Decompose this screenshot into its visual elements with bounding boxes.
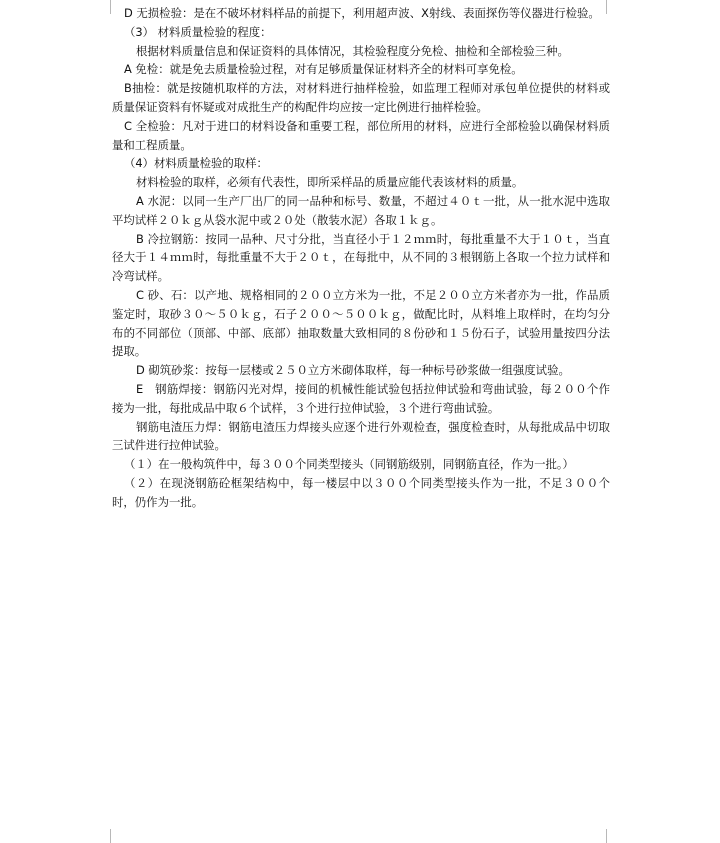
paragraph-cement: A 水泥：以同一生产厂出厂的同一品种和标号、数量，不超过４０ｔ一批，从一批水泥中选取平均试样２０ｋｇ从袋水泥中或２０处（散装水泥）各取１ｋｇ。: [112, 193, 610, 227]
paragraph-sampling-inspection: B抽检：就是按随机取样的方法，对材料进行抽样检验，如监理工程师对承包单位提供的材料或质量保证资料有怀疑或对成批生产的构配件均应按一定比例进行抽样检验。: [112, 81, 610, 114]
page-corner-mark-top-left: [96, 0, 111, 14]
paragraph-nondestructive-test: D 无损检验：是在不破坏材料样品的前提下，利用超声波、X射线、表面探伤等仪器进行检验。: [124, 6, 600, 20]
paragraph-inspection-degree-intro: 根据材料质量信息和保证资料的具体情况，其检验程度分免检、抽检和全部检验三种。: [136, 43, 569, 58]
page-corner-mark-bottom-right: [606, 829, 621, 843]
paragraph-masonry-mortar: D 砌筑砂浆：按每一层楼或２５０立方米砌体取样，每一种标号砂浆做一组强度试验。: [136, 363, 570, 378]
page-corner-mark-bottom-left: [96, 829, 111, 843]
paragraph-cast-in-place-frame: （２）在现浇钢筋砼框架结构中，每一楼层中以３００个同类型接头作为一批，不足３００个时，仍作为一批。: [112, 475, 610, 509]
paragraph-cold-drawn-rebar: B 冷拉钢筋：按同一品种、尺寸分批，当直径小于１２ｍｍ时，每批重量不大于１０ｔ，当直径大于１４ｍｍ时，每批重量不大于２０ｔ，在每批中，从不同的３根钢筋上各取一个拉力试样和冷弯试样。: [112, 231, 610, 284]
heading-inspection-degree: （3） 材料质量检验的程度：: [124, 24, 272, 39]
paragraph-electroslag-welding: 钢筋电渣压力焊：钢筋电渣压力焊接头应逐个进行外观检查，强度检查时，从每批成品中切取三试件进行拉伸试验。: [112, 419, 610, 453]
paragraph-full-inspection: C 全检验：凡对于进口的材料设备和重要工程，部位所用的材料，应进行全部检验以确保材料质量和工程质量。: [112, 118, 610, 152]
paragraph-general-structure: （１）在一般构筑件中，每３００个同类型接头（同钢筋级别，同钢筋直径，作为一批。）: [124, 457, 574, 472]
document-body: [112, 4, 610, 512]
paragraph-rebar-welding: E 钢筋焊接：钢筋闪光对焊，接间的机械性能试验包括拉伸试验和弯曲试验，每２００个作接为一批，每批成品中取６个试样，３个进行拉伸试验，３个进行弯曲试验。: [112, 381, 610, 415]
paragraph-sand-stone: C 砂、石：以产地、规格相同的２００立方米为一批，不足２００立方米者亦为一批，作品质鉴定时，取砂３０～５０ｋｇ，石子２００～５００ｋｇ，做配比时，从料堆上取样时，在均匀分布的不同部位（顶部、中部、底部）抽取数量大致相同的８份砂和１５份石子，试验用量按四分法提取。: [112, 287, 610, 359]
heading-sampling: （4）材料质量检验的取样：: [124, 156, 268, 171]
paragraph-sampling-intro: 材料检验的取样，必须有代表性，即所采样品的质量应能代表该材料的质量。: [136, 175, 524, 190]
paragraph-exemption: A 免检：就是免去质量检验过程，对有足够质量保证材料齐全的材料可享免检。: [124, 62, 523, 77]
